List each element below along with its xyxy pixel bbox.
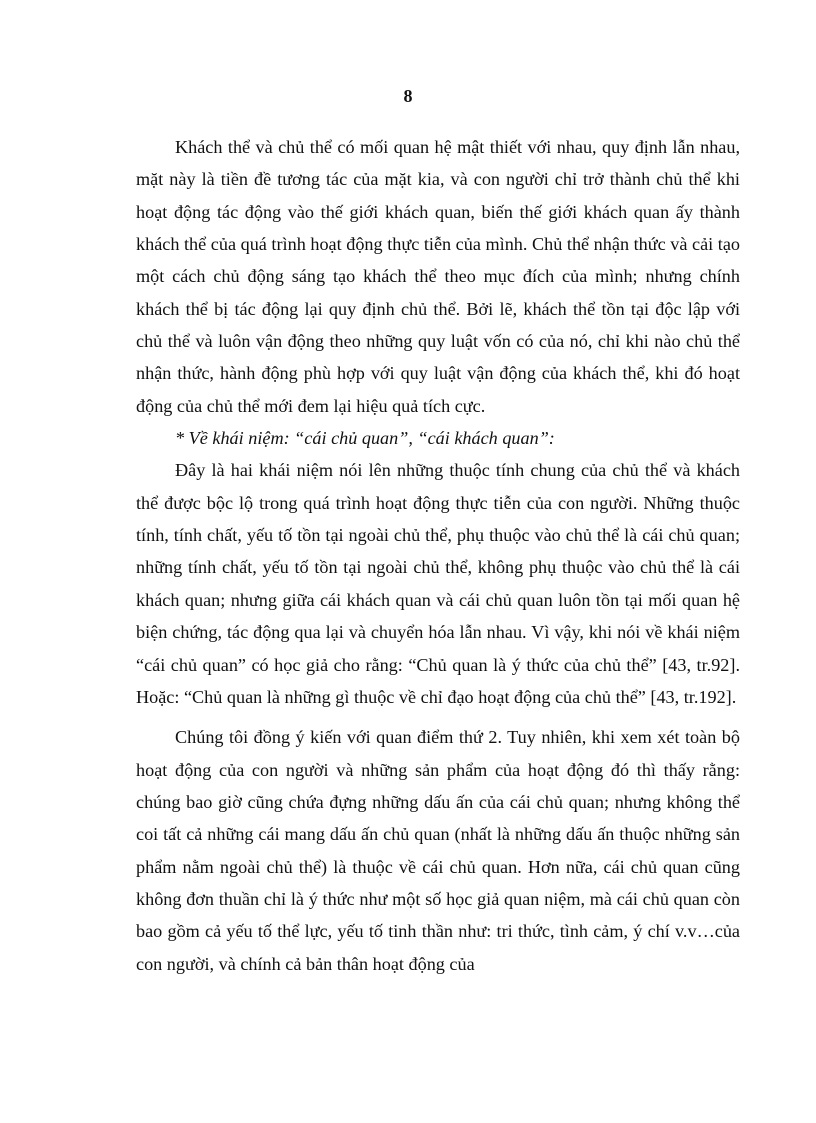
paragraph-author-view: Chúng tôi đồng ý kiến với quan điểm thứ 2. Tuy nhiên, khi xem xét toàn bộ hoạt động của con người và những sản phẩm của hoạt động đó thì thấy rằng: chúng bao giờ cũng chứa đựng những dấu ấn của cái chủ quan; nhưng không thể coi tất cả những cái mang dấu ấn chủ quan (nhất là những dấu ấn thuộc những sản phẩm nằm ngoài chủ thể) là thuộc về cái chủ quan. Hơn nữa, cái chủ quan cũng không đơn thuần chỉ là ý thức như một số học giả quan niệm, mà cái chủ quan còn bao gồm cả yếu tố thể lực, yếu tố tinh thần như: tri thức, tình cảm, ý chí v.v…của con người, và chính cả bản thân hoạt động của: [136, 727, 740, 974]
body-text: [136, 131, 740, 980]
paragraph-concept-definition: Đây là hai khái niệm nói lên những thuộc tính chung của chủ thể và khách thể được bộc lộ trong quá trình hoạt động thực tiễn của con người. Những thuộc tính, tính chất, yếu tố tồn tại ngoài chủ thể, phụ thuộc vào chủ thể là cái chủ quan; những tính chất, yếu tố tồn tại ngoài chủ thể, không phụ thuộc vào chủ thể là cái khách quan; nhưng giữa cái khách quan và cái chủ quan luôn tồn tại mối quan hệ biện chứng, tác động qua lại và chuyển hóa lẫn nhau. Vì vậy, khi nói về khái niệm “cái chủ quan” có học giả cho rằng: “Chủ quan là ý thức của chủ thể” [43, tr.92]. Hoặc: “Chủ quan là những gì thuộc về chỉ đạo hoạt động của chủ thể” [43, tr.192].: [136, 460, 740, 707]
paragraph-subject-object-relation: Khách thể và chủ thể có mối quan hệ mật thiết với nhau, quy định lẫn nhau, mặt này là tiền đề tương tác của mặt kia, và con người chỉ trở thành chủ thể khi hoạt động tác động vào thế giới khách quan, biến thế giới khách quan ấy thành khách thể của quá trình hoạt động thực tiễn của mình. Chủ thể nhận thức và cải tạo một cách chủ động sáng tạo khách thể theo mục đích của mình; nhưng chính khách thể bị tác động lại quy định chủ thể. Bởi lẽ, khách thể tồn tại độc lập với chủ thể và luôn vận động theo những quy luật vốn có của nó, chỉ khi nào chủ thể nhận thức, hành động phù hợp với quy luật vận động của khách thể, khi đó hoạt động của chủ thể mới đem lại hiệu quả tích cực.: [136, 137, 740, 416]
section-heading-concepts: * Về khái niệm: “cái chủ quan”, “cái khách quan”:: [175, 428, 555, 449]
page-number: 8: [403, 86, 413, 106]
